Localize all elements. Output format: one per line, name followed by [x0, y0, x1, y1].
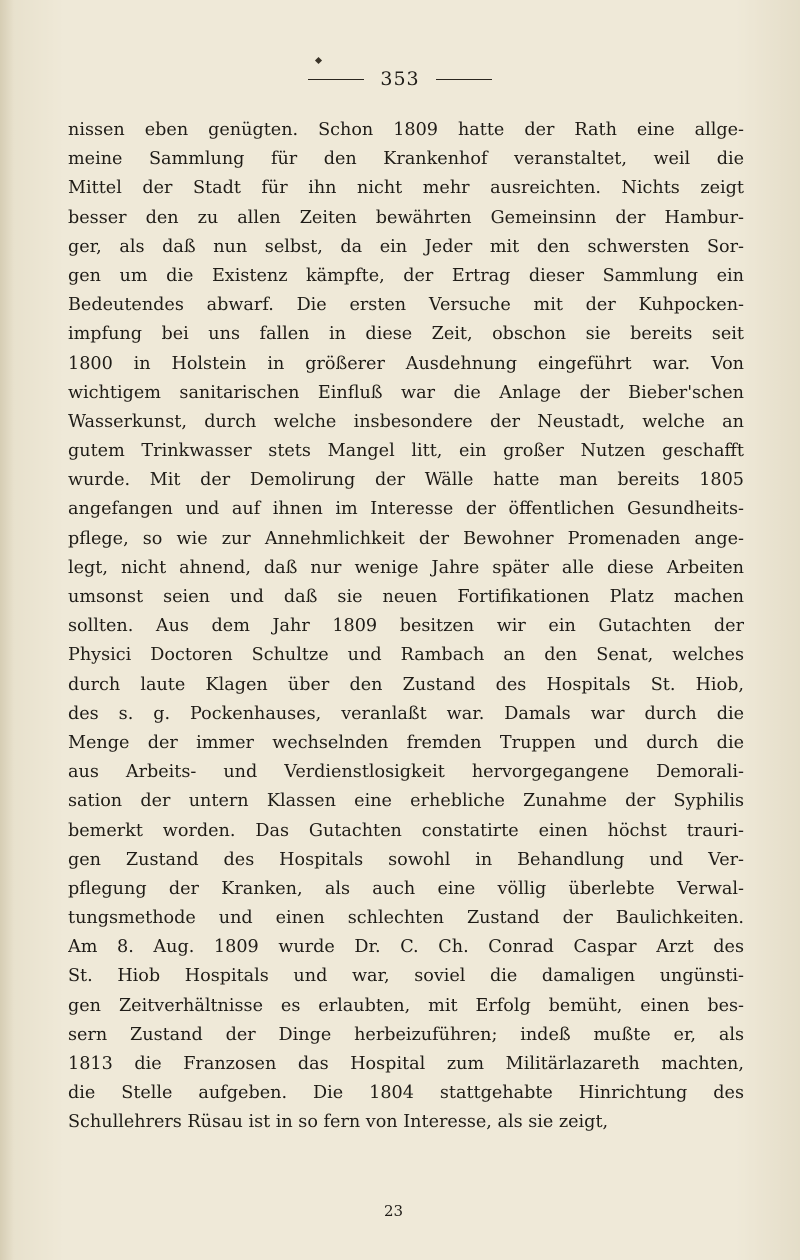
signature-mark: 23: [384, 1202, 404, 1220]
text-line: Physici Doctoren Schultze und Rambach an den Senat, welches: [68, 645, 744, 666]
text-line: Am 8. Aug. 1809 wurde Dr. C. Ch. Conrad Caspar Arzt des: [68, 937, 744, 958]
text-line: sation der untern Klassen eine erhebliche Zunahme der Syphilis: [68, 791, 744, 812]
text-line: meine Sammlung für den Krankenhof veranstaltet, weil die: [68, 149, 744, 170]
text-line: pflegung der Kranken, als auch eine völlig überlebte Verwal-: [68, 878, 744, 899]
text-line: sollten. Aus dem Jahr 1809 besitzen wir ein Gutachten der: [68, 616, 744, 637]
text-line: umsonst seien und daß sie neuen Fortifikationen Platz machen: [68, 587, 744, 607]
header-rule-left: [308, 79, 364, 80]
text-line: Mittel der Stadt für ihn nicht mehr ausreichten. Nichts zeigt: [68, 178, 744, 199]
text-line: angefangen und auf ihnen im Interesse der öffentlichen Gesundheits-: [68, 499, 744, 520]
page-number: 353: [380, 68, 420, 90]
body-text: [68, 116, 744, 1138]
text-line: Schullehrers Rüsau ist in so fern von Interesse, als sie zeigt,: [68, 1112, 609, 1133]
text-line: gen um die Existenz kämpfte, der Ertrag dieser Sammlung ein: [68, 265, 744, 286]
page-header: [0, 68, 800, 90]
text-line: wichtigem sanitarischen Einfluß war die Anlage der Bieber'schen: [68, 382, 744, 403]
text-line: nissen eben genügten. Schon 1809 hatte der Rath eine allge-: [68, 120, 744, 140]
stray-ink-mark: [315, 57, 322, 64]
text-line: tungsmethode und einen schlechten Zustand der Baulichkeiten.: [68, 908, 744, 929]
text-line: die Stelle aufgeben. Die 1804 stattgehabte Hinrichtung des: [68, 1083, 744, 1104]
text-line: des s. g. Pockenhauses, veranlaßt war. Damals war durch die: [68, 703, 744, 724]
text-line: pflege, so wie zur Annehmlichkeit der Bewohner Promenaden ange-: [68, 528, 744, 549]
text-line: St. Hiob Hospitals und war, soviel die damaligen ungünsti-: [68, 966, 744, 987]
page-gutter-shadow: [0, 0, 14, 1260]
text-line: 1800 in Holstein in größerer Ausdehnung eingeführt war. Von: [68, 353, 744, 374]
text-line: sern Zustand der Dinge herbeizuführen; indeß mußte er, als: [68, 1024, 744, 1045]
text-line: impfung bei uns fallen in diese Zeit, obschon sie bereits seit: [68, 324, 744, 345]
text-line: wurde. Mit der Demolirung der Wälle hatte man bereits 1805: [68, 470, 744, 491]
text-line: Bedeutendes abwarf. Die ersten Versuche mit der Kuhpocken-: [68, 295, 744, 316]
text-line: gen Zeitverhältnisse es erlaubten, mit Erfolg bemüht, einen bes-: [68, 995, 744, 1016]
text-line: durch laute Klagen über den Zustand des Hospitals St. Hiob,: [68, 674, 744, 695]
text-line: Wasserkunst, durch welche insbesondere der Neustadt, welche an: [68, 411, 744, 432]
header-rule-right: [436, 79, 492, 80]
text-line: 1813 die Franzosen das Hospital zum Militärlazareth machten,: [68, 1054, 744, 1074]
text-line: gen Zustand des Hospitals sowohl in Behandlung und Ver-: [68, 849, 744, 870]
text-line: ger, als daß nun selbst, da ein Jeder mit den schwersten Sor-: [68, 236, 744, 257]
text-line: legt, nicht ahnend, daß nur wenige Jahre später alle diese Arbeiten: [68, 557, 744, 578]
text-line: Menge der immer wechselnden fremden Truppen und durch die: [68, 732, 744, 753]
text-line: besser den zu allen Zeiten bewährten Gemeinsinn der Hambur-: [68, 207, 744, 228]
text-line: bemerkt worden. Das Gutachten constatirte einen höchst trauri-: [68, 820, 744, 841]
text-line: aus Arbeits- und Verdienstlosigkeit hervorgegangene Demorali-: [68, 762, 744, 783]
text-line: gutem Trinkwasser stets Mangel litt, ein großer Nutzen geschafft: [68, 441, 744, 462]
